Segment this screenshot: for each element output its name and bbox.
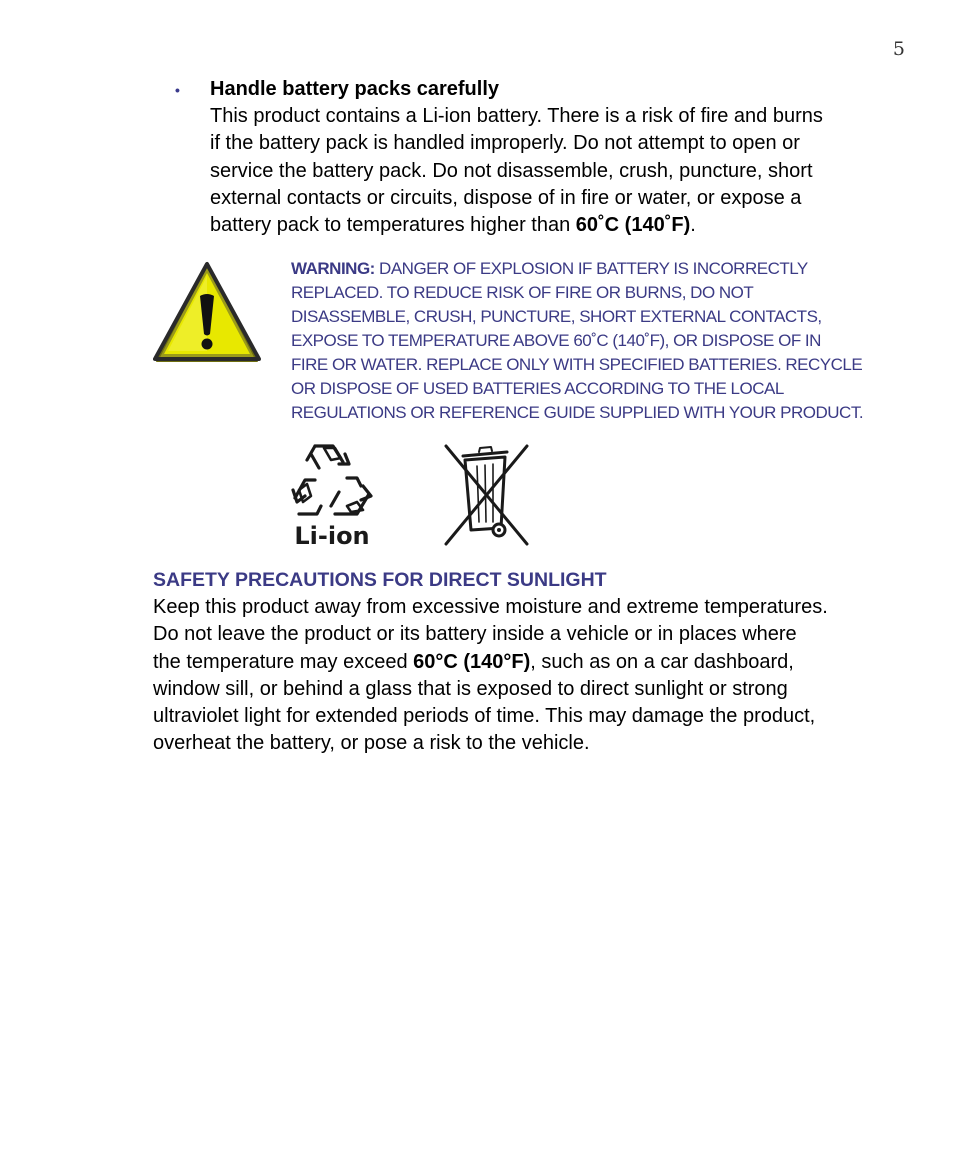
section-text: the temperature may exceed — [153, 650, 414, 673]
section-text: , such as on a car dashboard, — [530, 650, 794, 673]
bullet-body — [210, 76, 875, 239]
bullet-text-line: This product contains a Li-ion battery. There is a risk of fire and burns — [210, 105, 823, 127]
warning-line: REPLACED. TO REDUCE RISK OF FIRE OR BURNS, DO NOT — [291, 283, 754, 302]
section-line: overheat the battery, or pose a risk to the vehicle. — [153, 732, 590, 755]
bullet-text-prefix: battery pack to temperatures higher than — [210, 214, 576, 237]
crossed-out-wheelie-bin-icon — [443, 440, 529, 548]
temperature-limit: 60°C (140°F) — [413, 650, 531, 673]
temperature-limit: 60˚C (140˚F) — [575, 214, 691, 237]
bullet-heading: Handle battery packs carefully — [210, 78, 500, 100]
warning-line: FIRE OR WATER. REPLACE ONLY WITH SPECIFIED BATTERIES. RECYCLE — [291, 355, 863, 374]
bullet-text-line: external contacts or circuits, dispose of in fire or water, or expose a — [210, 186, 802, 209]
section-line — [153, 649, 893, 676]
warning-line: OR DISPOSE OF USED BATTERIES ACCORDING TO THE LOCAL — [291, 379, 784, 398]
bullet-text-last-line — [210, 212, 875, 239]
li-ion-label: Li-ion — [294, 522, 370, 548]
section-line: ultraviolet light for extended periods of time. This may damage the product, — [153, 705, 816, 728]
section-line: window sill, or behind a glass that is exposed to direct sunlight or strong — [153, 677, 788, 700]
section-body — [153, 594, 893, 758]
warning-block — [291, 257, 891, 425]
warning-line: EXPOSE TO TEMPERATURE ABOVE 60˚C (140˚F), OR DISPOSE OF IN — [291, 331, 821, 350]
warning-text: DANGER OF EXPLOSION IF BATTERY IS INCORRECTLY — [374, 259, 808, 278]
sunlight-section — [153, 566, 893, 758]
warning-label: WARNING: — [291, 259, 375, 278]
warning-first-line — [291, 257, 891, 281]
bullet-text — [210, 103, 875, 239]
li-ion-recycle-icon — [291, 440, 373, 548]
section-heading: SAFETY PRECAUTIONS FOR DIRECT SUNLIGHT — [153, 569, 607, 591]
bullet-text-suffix: . — [690, 214, 696, 237]
warning-line: REGULATIONS OR REFERENCE GUIDE SUPPLIED WITH YOUR PRODUCT. — [291, 403, 864, 422]
section-line: Keep this product away from excessive moisture and extreme temperatures. — [153, 596, 828, 618]
bullet-text-line: if the battery pack is handled improperly. Do not attempt to open or — [210, 132, 800, 155]
warning-triangle-icon — [153, 260, 261, 366]
bullet-text-line: service the battery pack. Do not disassemble, crush, puncture, short — [210, 159, 813, 182]
bullet-icon: • — [175, 82, 180, 98]
page-number: 5 — [892, 38, 905, 60]
warning-line: DISASSEMBLE, CRUSH, PUNCTURE, SHORT EXTERNAL CONTACTS, — [291, 307, 822, 326]
section-line: Do not leave the product or its battery inside a vehicle or in places where — [153, 623, 797, 646]
